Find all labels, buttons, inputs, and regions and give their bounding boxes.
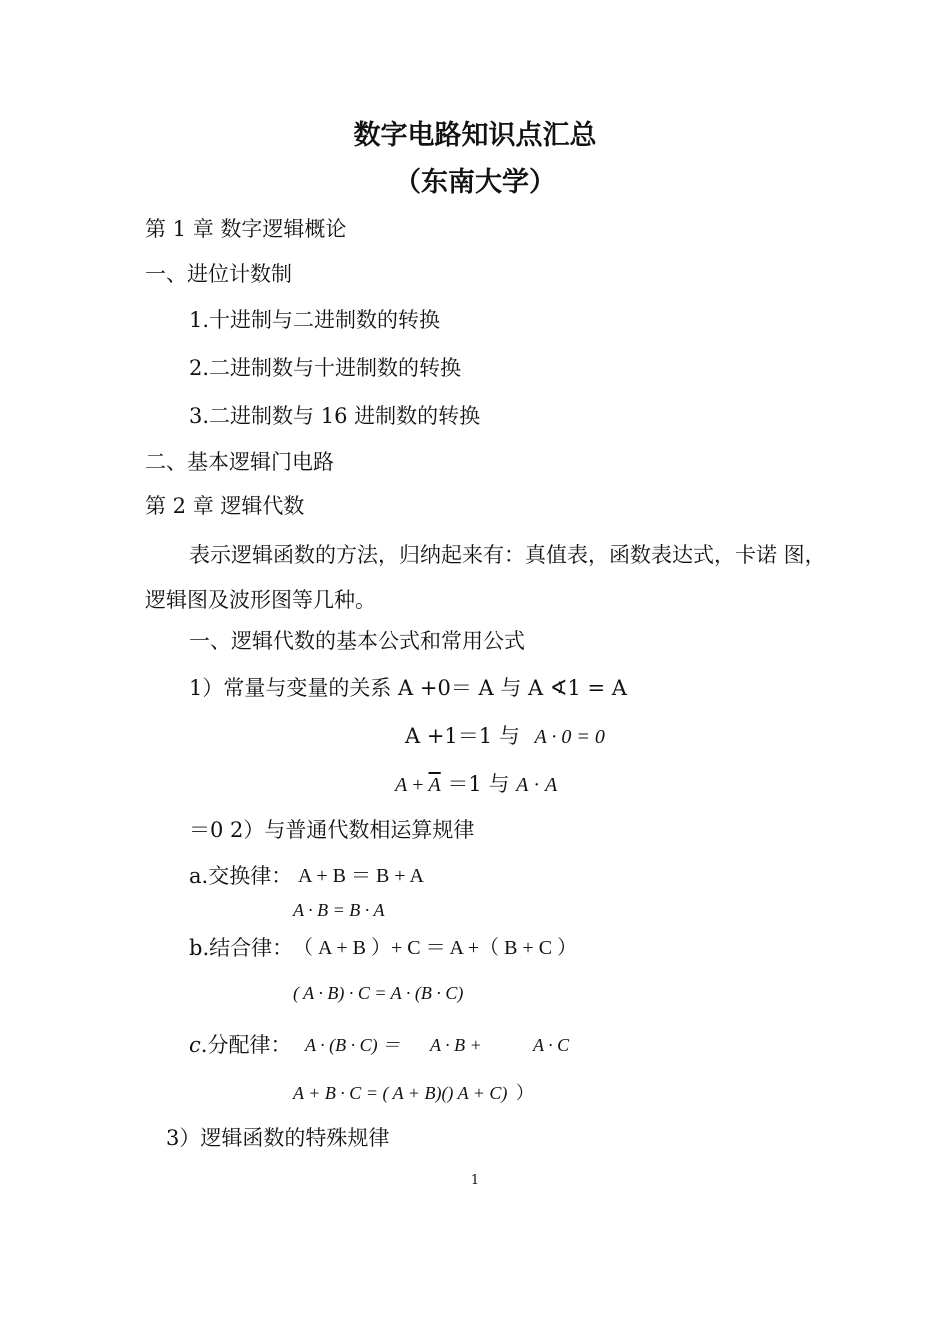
list-item: 3.二进制数与 16 进制数的转换	[189, 404, 481, 428]
formula-line	[395, 772, 557, 797]
paragraph-line: 表示逻辑函数的方法，归纳起来有：真值表，函数表达式，卡诺 图，	[189, 543, 826, 567]
formula-var: A	[545, 774, 558, 796]
section-logic-gates: 二、基本逻辑门电路	[145, 450, 334, 474]
formula-var: A	[516, 774, 529, 796]
law-distributive-eq1b: A · B +	[430, 1035, 482, 1055]
formula-op: +	[407, 774, 429, 796]
law-associative-eq2: ( A · B) · C = A · (B · C)	[293, 983, 464, 1003]
law-associative-label: b.结合律：	[189, 936, 294, 960]
law-distributive-eq1c: A · C	[533, 1035, 570, 1055]
list-item: 2.二进制数与十进制数的转换	[189, 356, 462, 380]
formula-text: ＝1 与	[447, 772, 510, 796]
list-item: 1.十进制与二进制数的转换	[189, 308, 441, 332]
formula-op: ·	[528, 774, 546, 796]
formula-math: A · 0 = 0	[534, 726, 605, 748]
law-commutative-eq1: A + B ＝ B + A	[298, 865, 424, 887]
law-associative-eq1: （ A + B ）+ C ＝ A +（ B + C ）	[293, 937, 578, 959]
section-positional-notation: 一、进位计数制	[145, 262, 292, 286]
law-commutative-label: a.交换律：	[189, 864, 293, 888]
formula-item-3: 3）逻辑函数的特殊规律	[166, 1126, 390, 1150]
law-distributive-letter: c	[189, 1033, 201, 1057]
section-basic-formulas: 一、逻辑代数的基本公式和常用公式	[189, 629, 525, 653]
law-commutative-eq2: A · B = B · A	[293, 900, 385, 920]
paragraph-line: 逻辑图及波形图等几种。	[145, 588, 376, 612]
formula-var: A	[395, 774, 408, 796]
formula-item-2: ＝0 2）与普通代数相运算规律	[189, 818, 475, 842]
formula-paren: ）	[515, 1083, 534, 1103]
law-distributive-eq2	[293, 1083, 534, 1105]
page-number: 1	[470, 1173, 480, 1188]
law-distributive-label	[189, 1033, 291, 1058]
document-title: 数字电路知识点汇总	[353, 120, 597, 151]
law-distributive-eq1a: A · (B · C) ＝	[305, 1035, 401, 1055]
law-distributive-text: .分配律：	[200, 1033, 292, 1057]
formula-math: A + B · C = ( A + B)() A + C)	[293, 1083, 508, 1103]
formula-item-1: 1）常量与变量的关系 A +0＝ A 与 A ∢1 = A	[189, 676, 627, 700]
formula-line	[405, 724, 605, 749]
formula-text: A +1＝1 与	[405, 724, 520, 748]
document-subtitle: （东南大学）	[394, 167, 556, 198]
chapter-1-heading: 第 1 章 数字逻辑概论	[145, 217, 347, 241]
chapter-2-heading: 第 2 章 逻辑代数	[145, 494, 305, 518]
formula-var-complement: $\overline{A}$	[428, 774, 441, 796]
